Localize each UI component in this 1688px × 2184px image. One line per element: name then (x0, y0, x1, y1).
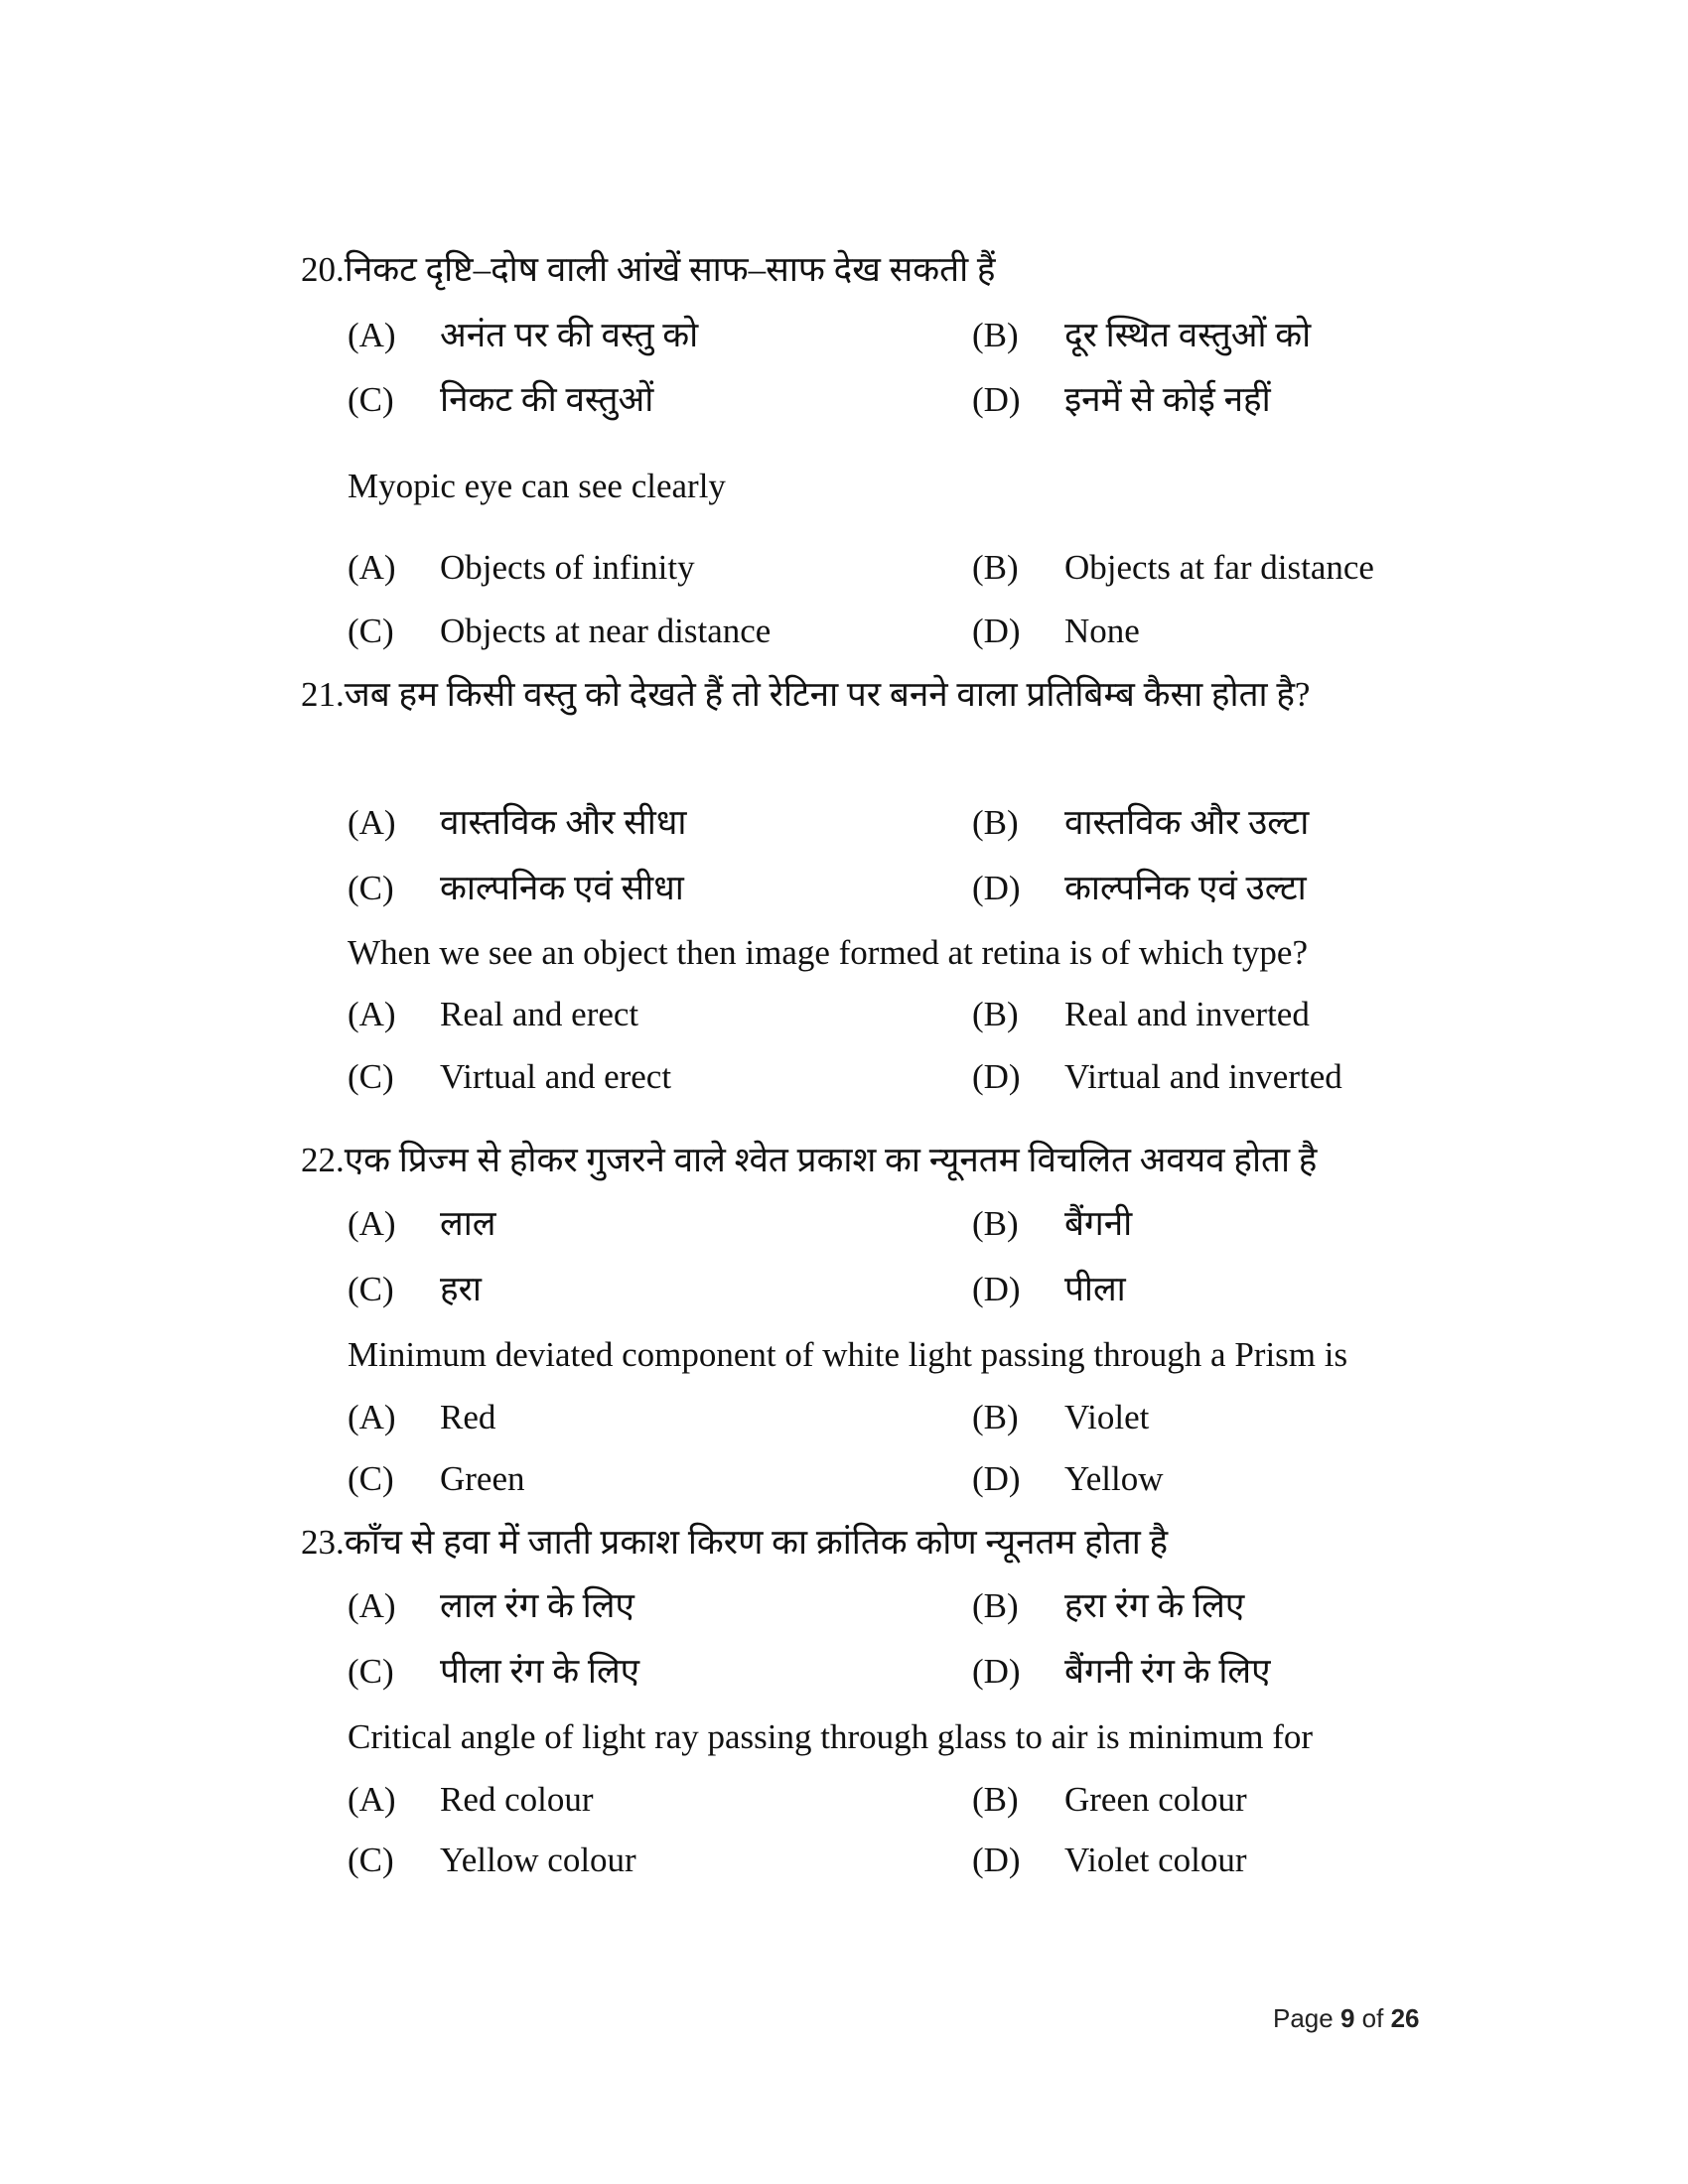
question-text-hindi: एक प्रिज्म से होकर गुजरने वाले श्वेत प्रकाश का न्यूनतम विचलित अवयव होता है (344, 1141, 1318, 1179)
option-label: (B) (972, 316, 1019, 354)
option-label: (C) (348, 869, 394, 907)
option-text-hindi: लाल रंग के लिए (440, 1586, 634, 1625)
option-text-hindi: निकट की वस्तुओं (440, 380, 654, 419)
option-text-english: Objects at near distance (440, 612, 772, 650)
option-label: (A) (348, 1398, 396, 1436)
option-text-hindi: काल्पनिक एवं सीधा (440, 869, 684, 907)
option-text-hindi: हरा (440, 1270, 482, 1308)
option-label: (B) (972, 1204, 1019, 1243)
option-label: (A) (348, 1780, 396, 1819)
option-label: (C) (348, 1841, 394, 1879)
option-text-hindi: दूर स्थित वस्तुओं को (1064, 316, 1312, 354)
current-page: 9 (1339, 2003, 1355, 2033)
question-text-hindi: निकट दृष्टि–दोष वाली आंखें साफ–साफ देख सकती हैं (344, 250, 996, 289)
option-label: (D) (972, 1459, 1021, 1498)
option-text-english: Yellow (1064, 1459, 1164, 1498)
option-text-english: Yellow colour (440, 1841, 636, 1879)
page-word: Page (1273, 2003, 1334, 2033)
option-label: (D) (972, 869, 1021, 907)
question-number: 20. (301, 250, 345, 289)
option-label: (B) (972, 1586, 1019, 1625)
option-label: (D) (972, 1057, 1021, 1096)
option-text-english: Virtual and erect (440, 1057, 672, 1096)
option-text-english: Objects at far distance (1064, 548, 1374, 587)
option-label: (D) (972, 1270, 1021, 1308)
of-word: of (1361, 2003, 1384, 2033)
page-number (1273, 2003, 1420, 2034)
option-label: (B) (972, 1780, 1019, 1819)
option-text-hindi: बैंगनी रंग के लिए (1064, 1652, 1271, 1691)
option-label: (B) (972, 1398, 1019, 1436)
option-label: (C) (348, 1270, 394, 1308)
option-label: (C) (348, 1652, 394, 1691)
option-label: (A) (348, 1586, 396, 1625)
option-text-english: Real and inverted (1064, 995, 1310, 1033)
option-text-hindi: लाल (440, 1204, 496, 1243)
option-label: (D) (972, 612, 1021, 650)
option-text-hindi: पीला (1064, 1270, 1126, 1308)
option-text-english: Virtual and inverted (1064, 1057, 1342, 1096)
question-number: 21. (301, 675, 345, 714)
option-text-english: Violet (1064, 1398, 1150, 1436)
question-text-hindi: काँच से हवा में जाती प्रकाश किरण का क्रांतिक कोण न्यूनतम होता है (344, 1523, 1169, 1562)
question-text-english: When we see an object then image formed at retina is of which type? (348, 933, 1308, 972)
option-label: (B) (972, 995, 1019, 1033)
total-pages: 26 (1390, 2003, 1420, 2033)
option-text-english: Real and erect (440, 995, 639, 1033)
option-text-hindi: हरा रंग के लिए (1064, 1586, 1245, 1625)
question-hindi (301, 1130, 1479, 1190)
option-text-hindi: वास्तविक और उल्टा (1064, 803, 1310, 842)
option-text-english: Red colour (440, 1780, 594, 1819)
question-text-english: Myopic eye can see clearly (348, 467, 726, 505)
option-text-hindi: बैंगनी (1064, 1204, 1133, 1243)
option-label: (C) (348, 612, 394, 650)
option-label: (C) (348, 1459, 394, 1498)
option-label: (A) (348, 1204, 396, 1243)
option-label: (C) (348, 380, 394, 419)
option-label: (C) (348, 1057, 394, 1096)
option-text-english: Violet colour (1064, 1841, 1247, 1879)
question-hindi (301, 239, 1479, 300)
option-text-english: None (1064, 612, 1140, 650)
option-label: (A) (348, 316, 396, 354)
option-text-hindi: अनंत पर की वस्तु को (440, 316, 699, 354)
question-text-hindi: जब हम किसी वस्तु को देखते हैं तो रेटिना पर बनने वाला प्रतिबिम्ब कैसा होता है? (344, 675, 1311, 714)
question-number: 23. (301, 1523, 345, 1562)
option-text-hindi: वास्तविक और सीधा (440, 803, 687, 842)
option-label: (A) (348, 548, 396, 587)
option-label: (A) (348, 995, 396, 1033)
option-label: (D) (972, 380, 1021, 419)
option-label: (B) (972, 548, 1019, 587)
question-hindi (301, 664, 1479, 725)
option-text-english: Objects of infinity (440, 548, 695, 587)
option-label: (A) (348, 803, 396, 842)
question-text-english: Critical angle of light ray passing through glass to air is minimum for (348, 1717, 1314, 1756)
question-hindi (301, 1512, 1479, 1572)
option-text-hindi: इनमें से कोई नहीं (1064, 380, 1271, 419)
option-text-hindi: पीला रंग के लिए (440, 1652, 640, 1691)
option-text-english: Red (440, 1398, 496, 1436)
option-text-english: Green colour (1064, 1780, 1247, 1819)
option-label: (D) (972, 1841, 1021, 1879)
option-text-hindi: काल्पनिक एवं उल्टा (1064, 869, 1307, 907)
option-label: (B) (972, 803, 1019, 842)
question-text-english: Minimum deviated component of white light passing through a Prism is (348, 1335, 1348, 1374)
option-text-english: Green (440, 1459, 525, 1498)
question-number: 22. (301, 1141, 345, 1179)
option-label: (D) (972, 1652, 1021, 1691)
